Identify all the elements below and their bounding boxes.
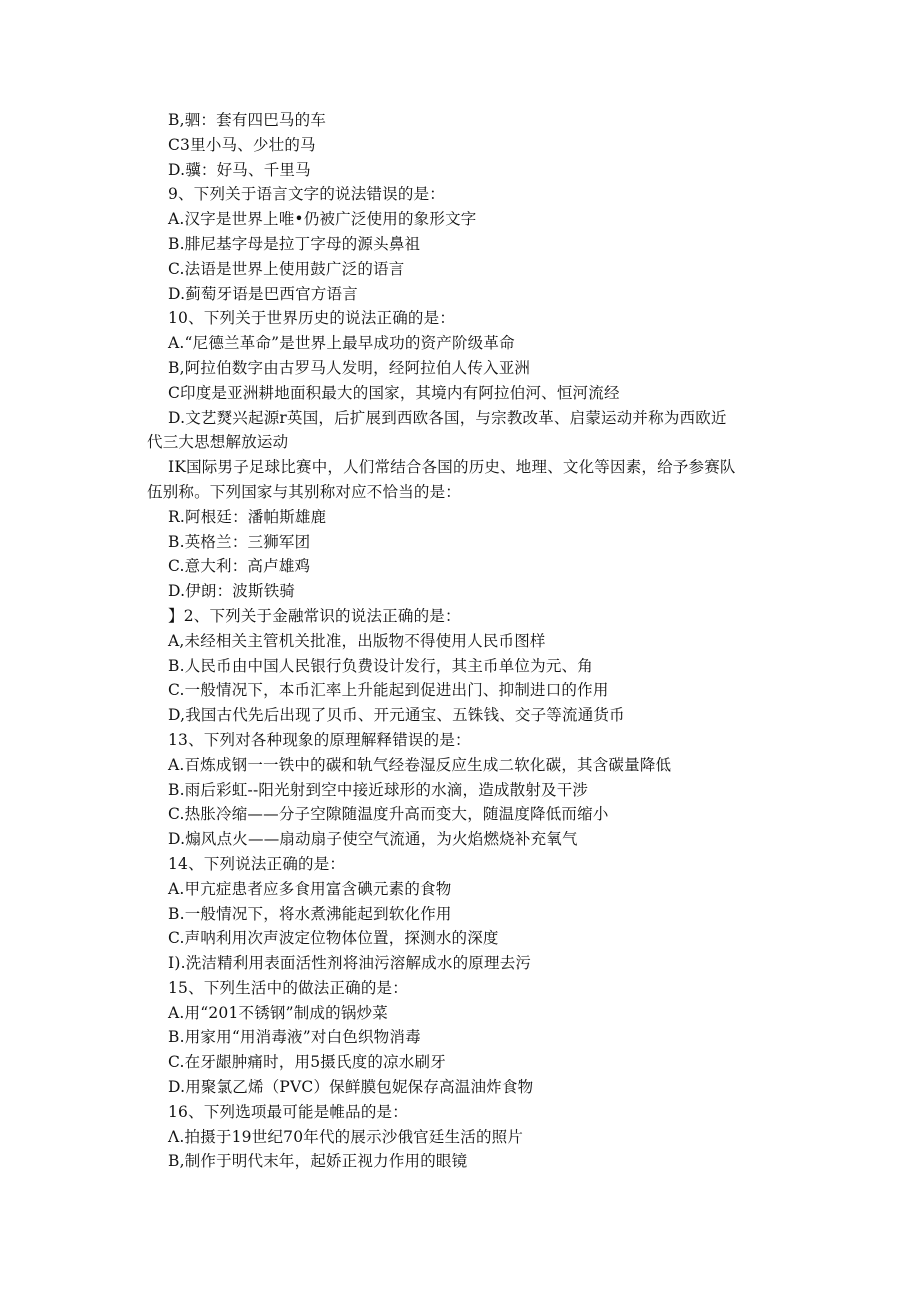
question-line: IK国际男子足球比赛中，人们常结合各国的历史、地理、文化等因素，给予参赛队	[168, 458, 736, 477]
question-line: 9、下列关于语言文字的说法错误的是：	[168, 185, 445, 204]
question-line: 13、下列对各种现象的原理解释错误的是：	[168, 730, 471, 749]
option-line: D.用聚氯乙烯（PVC）保鲜膜包妮保存高温油炸食物	[168, 1078, 534, 1097]
option-line: D.文艺燹兴起源r英国，后扩展到西欧各国，与宗教改革、启蒙运动并称为西欧近	[168, 408, 727, 427]
option-line: C3里小马、少壮的马	[168, 135, 316, 154]
option-line: C.在牙龈肿痛时，用5摄氏度的凉水刷牙	[168, 1053, 446, 1072]
option-line: B.人民币由中国人民银行负费设计发行，其主币单位为元、角	[168, 656, 593, 675]
option-line: B.一般情况下，将水煮沸能起到软化作用	[168, 904, 452, 923]
document-body	[147, 108, 808, 1174]
option-line: A.百炼成钢一一铁中的碳和轨气经卷湿反应生成二软化碳，其含碳量降低	[168, 755, 672, 774]
option-line: Λ.拍摄于19世纪70年代的展示沙俄官廷生活的照片	[168, 1127, 524, 1146]
question-line: 10、下列关于世界历史的说法正确的是：	[168, 309, 456, 328]
option-line: C.声呐利用次声波定位物体位置，探测水的深度	[168, 929, 499, 948]
option-line: B.腓尼基字母是拉丁字母的源头鼻祖	[168, 234, 421, 253]
option-line: A.“尼德兰革命”是世界上最早成功的资产阶级革命	[168, 334, 515, 353]
option-line: B.英格兰：三狮军团	[168, 532, 311, 551]
option-line: D.蓟萄牙语是巴西官方语言	[168, 284, 358, 303]
question-line: 】2、下列关于金融常识的说法正确的是：	[168, 606, 461, 625]
question-line: 15、下列生活中的做法正确的是：	[168, 978, 408, 997]
option-line: D.骥：好马、千里马	[168, 160, 311, 179]
option-line: A.甲亢症患者应多食用富含碘元素的食物	[168, 879, 452, 898]
option-line: D.伊朗：波斯铁骑	[168, 582, 296, 601]
option-line: A.汉字是世界上唯•仍被广泛使用的象形文字	[168, 210, 477, 229]
option-line: D,我国古代先后出现了贝币、开元通宝、五铢钱、交子等流通货币	[168, 706, 625, 725]
option-line: D.煽风点火——扇动扇子使空气流通，为火焰燃烧补充氧气	[168, 830, 578, 849]
option-line: A.用“201不锈钢”制成的锅炒菜	[168, 1003, 388, 1022]
option-line: B,制作于明代末年，起娇正视力作用的眼镜	[168, 1152, 468, 1171]
option-line: B.用家用“用消毒液”对白色织物消毒	[168, 1028, 421, 1047]
continuation-line: 伍别称。下列国家与其别称对应不恰当的是：	[147, 482, 462, 501]
option-line: B.雨后彩虹--阳光射到空中接近球形的水滴，造成散射及干涉	[168, 780, 589, 799]
option-line: I).洗洁精利用表面活性剂将油污溶解成水的原理去污	[168, 954, 532, 973]
continuation-line: 代三大思想解放运动	[147, 433, 289, 452]
option-line: A,未经相关主管机关批准，出版物不得使用人民币图样	[168, 631, 546, 650]
question-line: 14、下列说法正确的是：	[168, 854, 346, 873]
option-line: C.法语是世界上使用鼓广泛的语言	[168, 259, 405, 278]
option-line: C.意大利：高卢雄鸡	[168, 557, 311, 576]
option-line: B,阿拉伯数字由古罗马人发明，经阿拉伯人传入亚洲	[168, 358, 531, 377]
question-line: 16、下列选项最可能是帷品的是：	[168, 1102, 408, 1121]
option-line: C.一般情况下，本币汇率上升能起到促进出门、抑制进口的作用	[168, 681, 609, 700]
option-line: B,驷：套有四巴马的车	[168, 111, 327, 129]
option-line: C印度是亚洲耕地面积最大的国家，其境内有阿拉伯河、恒河流经	[168, 383, 620, 402]
option-line: R.阿根廷：潘帕斯雄鹿	[168, 507, 327, 526]
option-line: C.热胀冷缩——分子空隙随温度升高而变大，随温度降低而缩小	[168, 805, 609, 824]
